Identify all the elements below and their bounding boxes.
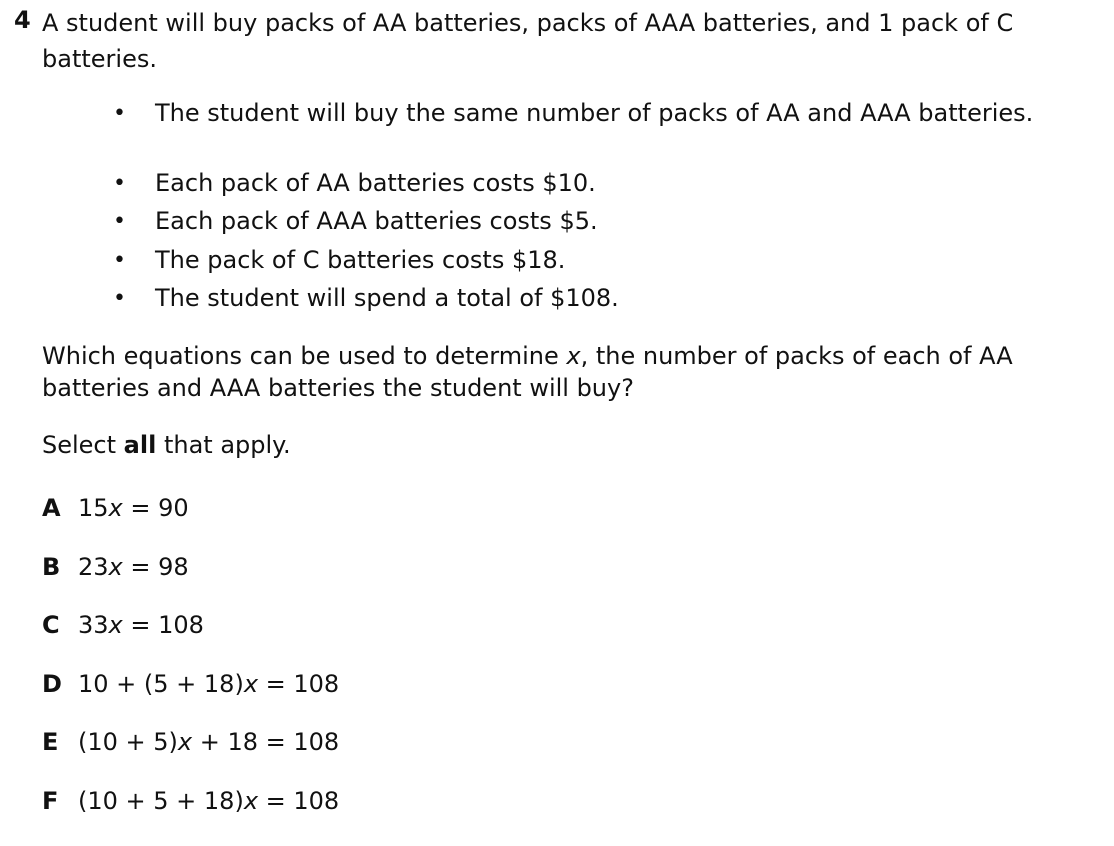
instruction-after: that apply.	[156, 431, 291, 459]
choice-equation	[78, 725, 339, 759]
equation-variable: x	[243, 787, 259, 815]
equation-pre: 15	[78, 494, 109, 522]
instruction-emphasis: all	[123, 431, 157, 459]
choice-equation	[78, 491, 189, 525]
condition-item	[113, 245, 1035, 276]
equation-post: = 98	[122, 553, 189, 581]
choice-letter: E	[42, 728, 59, 756]
equation-pre: 10 + (5 + 18)	[78, 670, 244, 698]
prompt-text-before: Which equations can be used to determine	[42, 342, 567, 370]
choice-equation	[78, 608, 204, 642]
condition-text: The pack of C batteries costs $18.	[155, 246, 566, 274]
bullet-icon: •	[113, 248, 126, 273]
equation-post: + 18 = 108	[192, 728, 340, 756]
choice-letter: F	[42, 787, 59, 815]
equation-variable: x	[177, 728, 193, 756]
bullet-icon: •	[113, 209, 126, 234]
question-number: 4	[14, 6, 31, 34]
instruction-before: Select	[42, 431, 124, 459]
equation-post: = 90	[122, 494, 189, 522]
bullet-icon: •	[113, 101, 126, 126]
equation-post: = 108	[258, 670, 340, 698]
choice-letter: B	[42, 553, 61, 581]
condition-item	[113, 168, 1035, 199]
bullet-icon: •	[113, 286, 126, 311]
choice-letter: C	[42, 611, 60, 639]
bullet-icon: •	[113, 171, 126, 196]
question-prompt	[42, 340, 1092, 404]
answer-choice-f[interactable]	[42, 784, 339, 818]
condition-text: Each pack of AAA batteries costs $5.	[155, 207, 598, 235]
condition-item	[113, 206, 1035, 237]
choice-letter: A	[42, 494, 61, 522]
condition-text: Each pack of AA batteries costs $10.	[155, 169, 596, 197]
equation-post: = 108	[258, 787, 340, 815]
selection-instruction	[42, 429, 291, 461]
choice-equation	[78, 667, 339, 701]
choice-letter: D	[42, 670, 62, 698]
equation-variable: x	[243, 670, 259, 698]
condition-text: The student will spend a total of $108.	[155, 284, 619, 312]
equation-variable: x	[108, 494, 123, 522]
equation-pre: 33	[78, 611, 109, 639]
choice-equation	[78, 784, 339, 818]
condition-text: The student will buy the same number of packs of AA and AAA batteries.	[155, 99, 1034, 127]
equation-variable: x	[108, 611, 123, 639]
prompt-variable: x	[566, 342, 581, 370]
answer-choice-e[interactable]	[42, 725, 339, 759]
choice-equation	[78, 550, 189, 584]
equation-pre: (10 + 5 + 18)	[78, 787, 244, 815]
equation-pre: 23	[78, 553, 109, 581]
answer-choice-b[interactable]	[42, 550, 189, 584]
condition-item	[113, 98, 1035, 129]
equation-post: = 108	[122, 611, 204, 639]
question-stem: A student will buy packs of AA batteries, packs of AAA batteries, and 1 pack of C batteries.	[42, 9, 1014, 73]
answer-choice-d[interactable]	[42, 667, 339, 701]
condition-item	[113, 283, 1035, 314]
prompt-text-after: , the number of packs of each of AA batteries and AAA batteries the student will buy?	[42, 342, 1013, 402]
answer-choice-a[interactable]	[42, 491, 189, 525]
equation-variable: x	[108, 553, 123, 581]
equation-pre: (10 + 5)	[78, 728, 178, 756]
answer-choice-c[interactable]	[42, 608, 204, 642]
